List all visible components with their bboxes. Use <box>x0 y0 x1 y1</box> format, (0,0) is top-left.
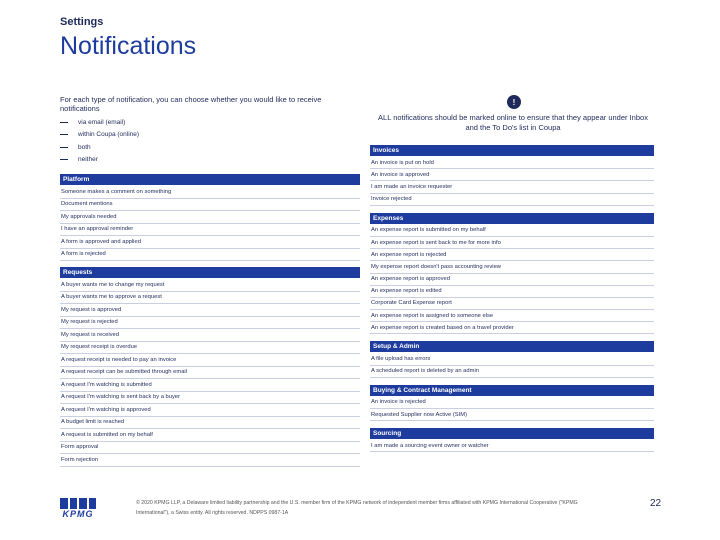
notification-item: Someone makes a comment on something <box>60 186 360 199</box>
dash-icon <box>60 159 68 160</box>
delivery-option-label: via email (email) <box>78 118 126 126</box>
intro-text: For each type of notification, you can choose whether you would like to receive notifications <box>60 95 322 113</box>
notification-item: Requested Supplier now Active (SIM) <box>370 409 654 421</box>
notification-item: A form is rejected <box>60 249 360 262</box>
notification-item: A budget limit is reached <box>60 417 360 430</box>
notification-item: A request I'm watching is submitted <box>60 379 360 392</box>
notification-item: I have an approval reminder <box>60 224 360 237</box>
notification-item: Form rejection <box>60 454 360 467</box>
section-header: Invoices <box>370 145 654 156</box>
notification-item: A request receipt is needed to pay an invoice <box>60 354 360 367</box>
notification-item: My approvals needed <box>60 211 360 224</box>
notification-item: An invoice is put on hold <box>370 157 654 169</box>
notification-item: My request is approved <box>60 304 360 317</box>
delivery-option <box>60 154 320 167</box>
section-header: Buying & Contract Management <box>370 385 654 396</box>
notification-section <box>370 428 654 452</box>
kpmg-logo <box>60 498 96 520</box>
delivery-options-list <box>60 116 320 166</box>
notification-item: A form is approved and applied <box>60 236 360 249</box>
delivery-option <box>60 129 320 142</box>
info-icon: ! <box>507 95 521 109</box>
notification-item: My request is received <box>60 329 360 342</box>
notification-section <box>370 145 654 206</box>
dash-icon <box>60 134 68 135</box>
delivery-option <box>60 141 320 154</box>
info-note: ALL notifications should be marked online to ensure that they appear under Inbox and the To Do's list in Coupa <box>378 113 648 132</box>
notification-section <box>60 267 360 467</box>
notification-item: Corporate Card Expense report <box>370 298 654 310</box>
notification-item: A file upload has errors <box>370 353 654 365</box>
notification-item: A buyer wants me to approve a request <box>60 292 360 305</box>
notification-item: I am made an invoice requester <box>370 181 654 193</box>
breadcrumb-settings: Settings <box>60 16 104 28</box>
notification-section <box>370 385 654 421</box>
notification-item: An invoice is rejected <box>370 397 654 409</box>
delivery-option-label: within Coupa (online) <box>78 131 140 139</box>
delivery-option <box>60 116 320 129</box>
dash-icon <box>60 122 68 123</box>
section-header: Platform <box>60 174 360 185</box>
notification-section <box>370 213 654 335</box>
footer-legal: © 2020 KPMG LLP, a Delaware limited liability partnership and the U.S. member firm of the KPMG network of independent member firms affiliated with KPMG International Cooperative ("KPMG International"), a Swiss entity. All rights reserved. NDPPS 0987-1A <box>136 500 578 516</box>
delivery-option-label: both <box>78 143 91 151</box>
notification-item: Invoice rejected <box>370 194 654 206</box>
section-header: Requests <box>60 267 360 278</box>
notification-item: A request I'm watching is sent back by a buyer <box>60 392 360 405</box>
page-number: 22 <box>650 498 662 509</box>
right-column <box>370 145 654 452</box>
section-header: Expenses <box>370 213 654 224</box>
section-header: Setup & Admin <box>370 341 654 352</box>
left-column <box>60 174 360 467</box>
notification-item: A scheduled report is deleted by an admin <box>370 366 654 378</box>
notification-item: An invoice is approved <box>370 169 654 181</box>
notification-item: My expense report doesn't pass accounting review <box>370 261 654 273</box>
notification-item: An expense report is submitted on my behalf <box>370 225 654 237</box>
notification-item: A request I'm watching is approved <box>60 404 360 417</box>
section-header: Sourcing <box>370 428 654 439</box>
notification-item: Form approval <box>60 442 360 455</box>
logo-text: KPMG <box>62 509 94 519</box>
notification-item: An expense report is created based on a travel provider <box>370 322 654 334</box>
notification-item: A request is submitted on my behalf <box>60 429 360 442</box>
notification-item: I am made a sourcing event owner or watcher <box>370 440 654 452</box>
notification-item: My request receipt is overdue <box>60 342 360 355</box>
notification-item: An expense report is assigned to someone else <box>370 310 654 322</box>
notification-item: A buyer wants me to change my request <box>60 279 360 292</box>
delivery-option-label: neither <box>78 156 98 164</box>
notification-item: My request is rejected <box>60 317 360 330</box>
notification-section <box>370 341 654 377</box>
page-title: Notifications <box>60 32 197 60</box>
notification-item: Document mentions <box>60 199 360 212</box>
notification-item: An expense report is sent back to me for more info <box>370 237 654 249</box>
notification-item: An expense report is edited <box>370 286 654 298</box>
notification-item: An expense report is approved <box>370 274 654 286</box>
notification-item: An expense report is rejected <box>370 249 654 261</box>
dash-icon <box>60 147 68 148</box>
notification-section <box>60 174 360 261</box>
notification-item: A request receipt can be submitted through email <box>60 367 360 380</box>
